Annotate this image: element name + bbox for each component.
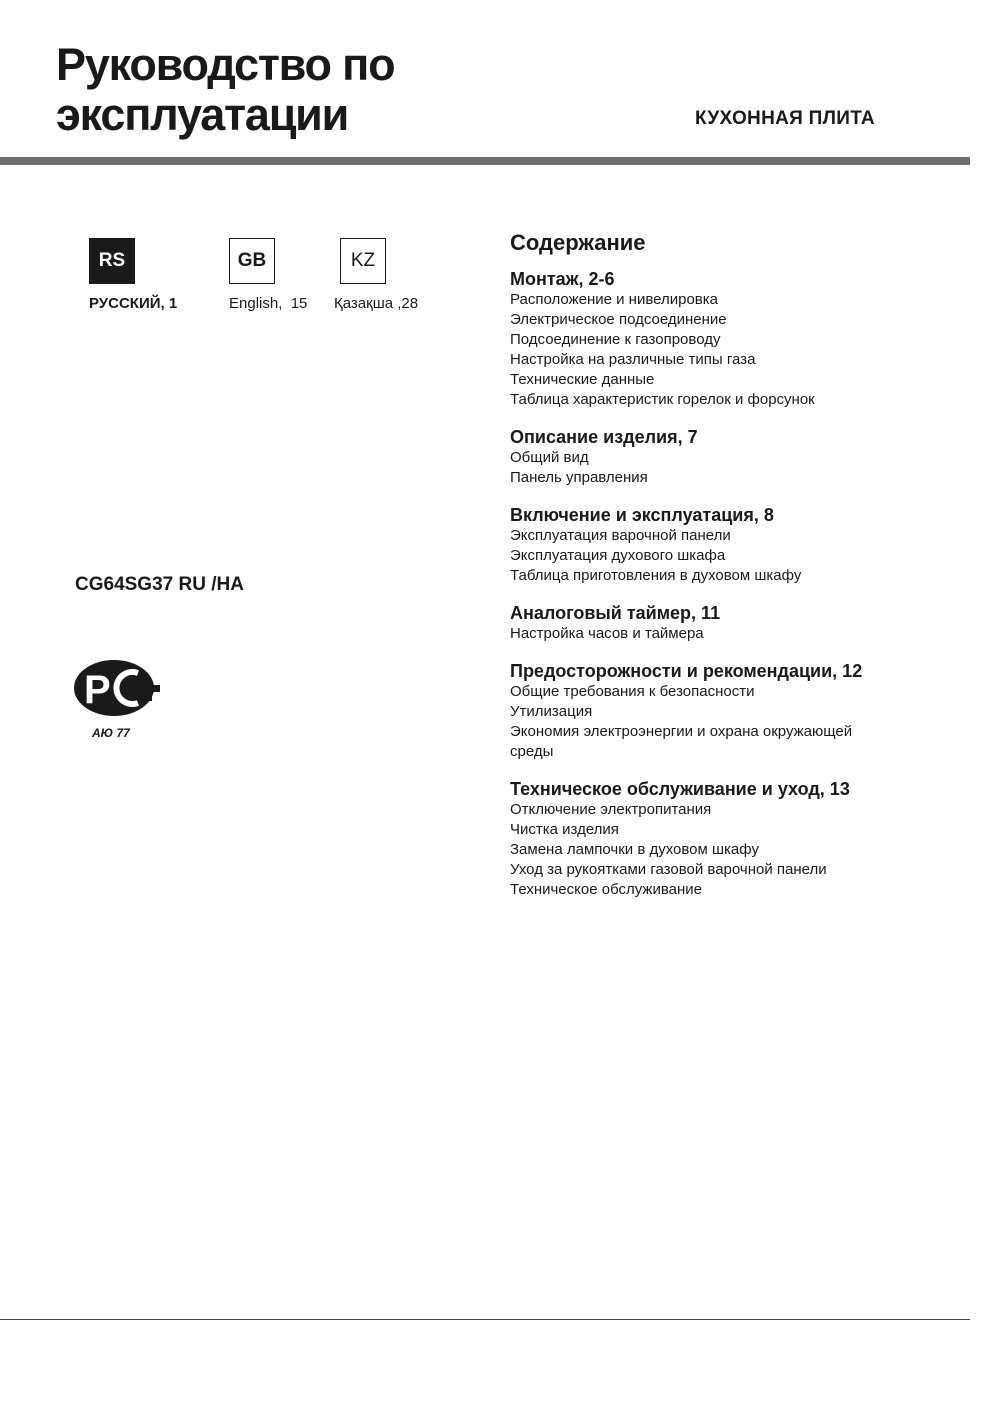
toc-section-title[interactable]: Монтаж, 2-6 — [510, 269, 615, 289]
toc-item[interactable]: Эксплуатация варочной панели — [510, 527, 731, 544]
toc-section-title[interactable]: Описание изделия, 7 — [510, 427, 698, 447]
rst-certification-logo-icon — [72, 657, 164, 719]
toc-section-installation — [510, 268, 930, 410]
toc-section-title[interactable]: Включение и эксплуатация, 8 — [510, 505, 774, 525]
toc-section-title[interactable]: Техническое обслуживание и уход, 13 — [510, 779, 850, 799]
toc-item[interactable]: среды — [510, 743, 554, 760]
toc-item[interactable]: Замена лампочки в духовом шкафу — [510, 841, 759, 858]
footer-divider — [0, 1319, 970, 1320]
lang-label-gb: English, 15 — [229, 295, 308, 312]
certification-code: АЮ 77 — [92, 726, 130, 740]
toc-item[interactable]: Экономия электроэнергии и охрана окружающей — [510, 723, 853, 740]
toc-section-title[interactable]: Предосторожности и рекомендации, 12 — [510, 661, 863, 681]
toc-item[interactable]: Технические данные — [510, 371, 655, 388]
toc-item[interactable]: Утилизация — [510, 703, 593, 720]
toc-item[interactable]: Настройка на различные типы газа — [510, 351, 756, 368]
toc-item[interactable]: Расположение и нивелировка — [510, 291, 719, 308]
model-number: CG64SG37 RU /HA — [75, 574, 244, 595]
lang-badge-rs[interactable]: RS — [89, 238, 135, 284]
svg-text:Р: Р — [84, 668, 111, 712]
toc-heading: Содержание — [510, 230, 646, 255]
lang-label-rs: РУССКИЙ, 1 — [89, 295, 178, 312]
toc-item[interactable]: Настройка часов и таймера — [510, 625, 704, 642]
toc-section-precautions — [510, 660, 930, 762]
product-type: КУХОННАЯ ПЛИТА — [695, 108, 875, 129]
lang-badge-kz[interactable]: KZ — [340, 238, 386, 284]
toc-item[interactable]: Эксплуатация духового шкафа — [510, 547, 726, 564]
toc-item[interactable]: Панель управления — [510, 469, 648, 486]
toc-section-title[interactable]: Аналоговый таймер, 11 — [510, 603, 721, 623]
toc-item[interactable]: Чистка изделия — [510, 821, 619, 838]
lang-label-kz: Қазақша ,28 — [334, 295, 419, 312]
lang-badge-gb[interactable]: GB — [229, 238, 275, 284]
toc-section-maintenance — [510, 778, 930, 900]
toc-section-description — [510, 426, 930, 488]
toc-section-operation — [510, 504, 930, 586]
toc-item[interactable]: Отключение электропитания — [510, 801, 712, 818]
header-divider — [0, 157, 970, 165]
table-of-contents — [510, 230, 930, 916]
title-line-1: Руководство по — [56, 39, 395, 90]
toc-item[interactable]: Электрическое подсоединение — [510, 311, 727, 328]
toc-item[interactable]: Таблица приготовления в духовом шкафу — [510, 567, 802, 584]
toc-item[interactable]: Общие требования к безопасности — [510, 683, 755, 700]
toc-item[interactable]: Таблица характеристик горелок и форсунок — [510, 391, 815, 408]
toc-section-timer — [510, 602, 930, 644]
toc-item[interactable]: Подсоединение к газопроводу — [510, 331, 721, 348]
title-line-2: эксплуатации — [56, 89, 349, 140]
toc-item[interactable]: Уход за рукоятками газовой варочной панели — [510, 861, 827, 878]
toc-item[interactable]: Техническое обслуживание — [510, 881, 702, 898]
page-title — [56, 40, 394, 140]
toc-item[interactable]: Общий вид — [510, 449, 589, 466]
